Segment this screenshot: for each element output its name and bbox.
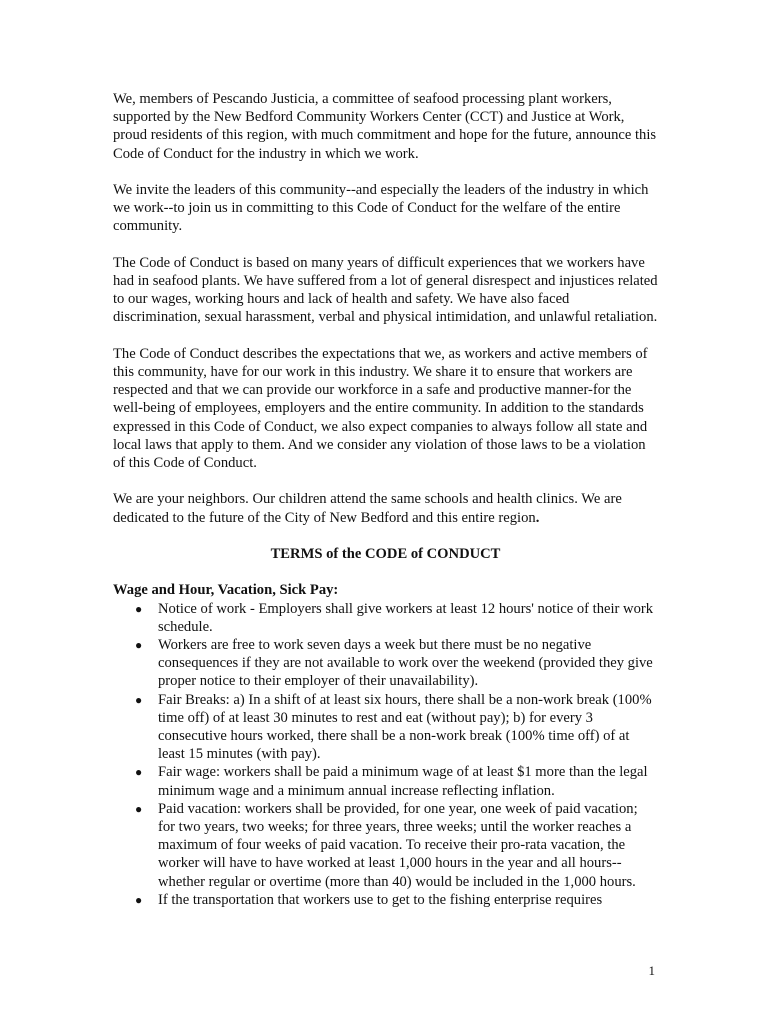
neighbors-period: . — [535, 509, 540, 526]
bullet-icon: ● — [135, 892, 143, 907]
bullet-icon: ● — [135, 601, 143, 616]
page-number: 1 — [648, 963, 655, 978]
bullet-icon: ● — [135, 638, 143, 652]
bullet-icon: ● — [135, 801, 143, 816]
wage-terms-list — [113, 600, 658, 909]
bullet-icon: ● — [135, 765, 143, 780]
list-item — [113, 891, 658, 909]
list-item — [113, 691, 658, 764]
list-item-text: Workers are free to work seven days a week but there must be no negative consequences if they are not available to work over the weekend (provided they give proper notice to their employer of their unavailability). — [158, 637, 653, 690]
list-item — [113, 800, 658, 891]
intro-paragraph: We, members of Pescando Justicia, a committee of seafood processing plant workers, supported by the New Bedford Community Workers Center (CCT) and Justice at Work, proud residents of this region, with much commitment and hope for the future, announce this Code of Conduct for the industry in which we work. — [113, 91, 657, 162]
list-item — [113, 636, 658, 691]
neighbors-text: We are your neighbors. Our children attend the same schools and health clinics. We are dedicated to the future of the City of New Bedford and this entire region — [113, 491, 622, 526]
list-item-text: Fair Breaks: a) In a shift of at least six hours, there shall be a non-work break (100% time off) of at least 30 minutes to rest and eat (without pay); b) for every 3 consecutive hours worked, there shall be a non-work break (100% time off) of at least 15 minutes (with pay). — [158, 691, 652, 763]
terms-heading: TERMS of the CODE of CONDUCT — [270, 546, 501, 562]
list-item — [113, 763, 658, 799]
document-page — [113, 90, 658, 909]
wage-section-title: Wage and Hour, Vacation, Sick Pay: — [113, 582, 339, 599]
list-item-text: Notice of work - Employers shall give workers at least 12 hours' notice of their work schedule. — [158, 600, 654, 635]
expectations-paragraph: The Code of Conduct describes the expectations that we, as workers and active members of this community, have for our work in this industry. We share it to ensure that workers are respected and that we can provide our workforce in a safe and productive manner-for the well-being of employees, employers and the entire community. In addition to the standards expressed in this Code of Conduct, we also expect companies to always follow all state and local laws that apply to them. And we consider any violation of those laws to be a violation of this Code of Conduct. — [113, 345, 648, 472]
bullet-icon: ● — [135, 692, 143, 707]
list-item-text: Paid vacation: workers shall be provided, for one year, one week of paid vacation; for two years, two weeks; for three years, three weeks; until the worker reaches a maximum of four weeks of paid vacation. To receive their pro-rata vacation, the worker will have to have worked at least 1,000 hours in the year and all hours--whether regular or overtime (more than 40) would be included in the 1,000 hours. — [158, 800, 638, 890]
neighbors-paragraph — [113, 490, 658, 526]
list-item-text: If the transportation that workers use to get to the fishing enterprise requires — [158, 891, 603, 908]
list-item-text: Fair wage: workers shall be paid a minimum wage of at least $1 more than the legal minimum wage and a minimum annual increase reflecting inflation. — [158, 764, 648, 799]
list-item — [113, 600, 658, 636]
invitation-paragraph: We invite the leaders of this community--and especially the leaders of the industry in which we work--to join us in committing to this Code of Conduct for the welfare of the entire community. — [113, 182, 649, 235]
background-paragraph: The Code of Conduct is based on many years of difficult experiences that we workers have had in seafood plants. We have suffered from a lot of general disrespect and injustices related to our wages, working hours and lack of health and safety. We have also faced discrimination, sexual harassment, verbal and physical intimidation, and unlawful retaliation. — [113, 254, 658, 326]
